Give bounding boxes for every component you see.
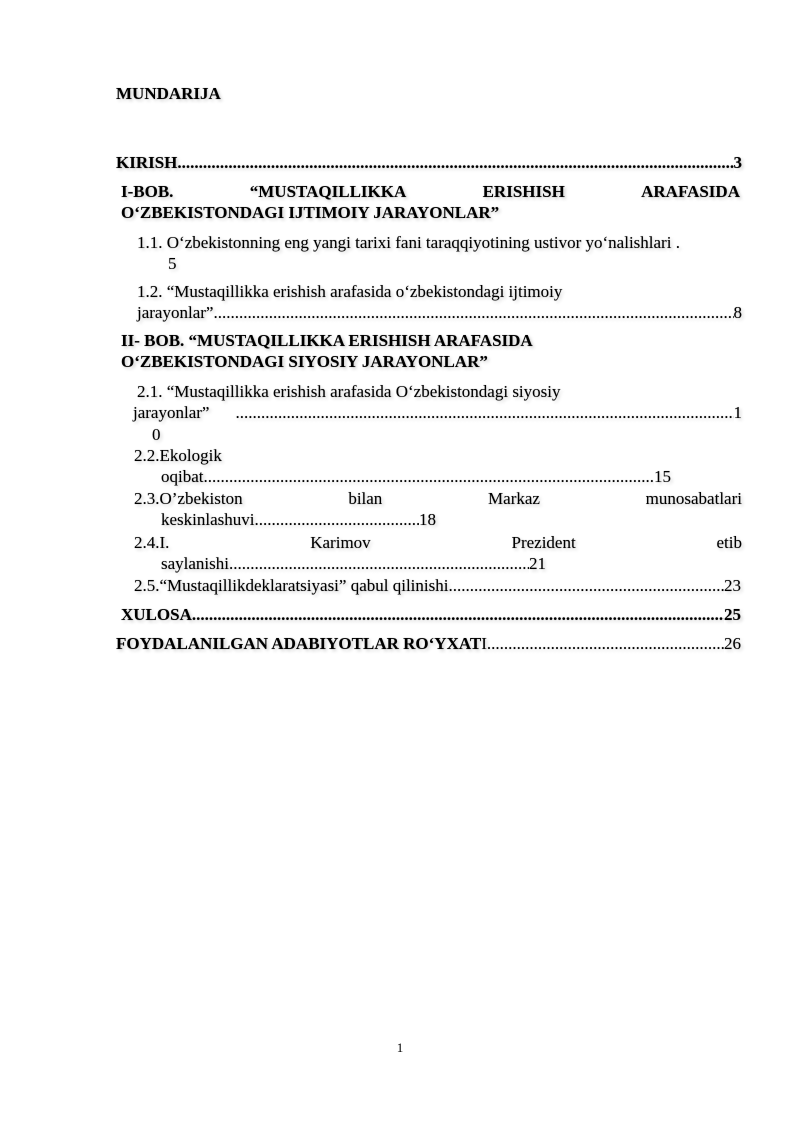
toc-chapter-1-line2: O‘ZBEKISTONDAGI IJTIMOIY JARAYONLAR” <box>121 203 500 222</box>
toc-section-1-2: 1.2. “Mustaqillikka erishish arafasida o‘zbekistondagi ijtimoiy <box>137 282 563 301</box>
toc-entry-page: 23 <box>724 576 741 595</box>
toc-entry-kirish <box>116 153 742 173</box>
toc-heading: MUNDARIJA <box>116 84 221 103</box>
toc-entry-label: 2.5.“Mustaqillikdeklaratsiyasi” qabul qilinishi <box>134 576 449 595</box>
toc-entry-label: jarayonlar” <box>133 403 210 422</box>
dot-leader <box>255 510 420 530</box>
dot-leader <box>448 576 724 596</box>
toc-section-2-4 <box>134 533 742 553</box>
chapter-word: ERISHISH <box>482 182 565 201</box>
toc-section-2-3 <box>134 489 742 509</box>
toc-entry-page: 25 <box>724 605 741 624</box>
toc-chapter-2-line1: II- BOB. “MUSTAQILLIKKA ERISHISH ARAFASIDA <box>121 331 533 350</box>
chapter-word: “MUSTAQILLIKKA <box>249 182 407 201</box>
toc-section-2-1-line2 <box>133 403 742 423</box>
toc-entry-label-tail: I <box>481 634 487 653</box>
toc-entry-bibliography <box>116 634 741 654</box>
toc-section-1-2-line2 <box>137 303 742 323</box>
toc-entry-xulosa <box>121 605 741 625</box>
page-number: 1 <box>396 1040 404 1055</box>
dot-leader <box>192 605 724 625</box>
toc-section-2-4-line2 <box>161 554 546 574</box>
chapter-word: ARAFASIDA <box>641 182 740 201</box>
toc-entry-label: jarayonlar” <box>137 303 214 322</box>
toc-section-1-1-page: 5 <box>168 254 177 273</box>
toc-entry-page: 21 <box>529 554 546 573</box>
toc-entry-page: 8 <box>733 303 742 322</box>
toc-entry-label: saylanishi <box>161 554 229 573</box>
toc-word: munosabatlari <box>645 489 742 508</box>
dot-leader <box>204 467 655 487</box>
toc-entry-page: 1 <box>733 403 742 422</box>
toc-section-2-2-line2 <box>161 467 671 487</box>
toc-entry-label: FOYDALANILGAN ADABIYOTLAR RO‘YXAT <box>116 634 482 653</box>
toc-entry-label: XULOSA <box>121 605 192 624</box>
dot-leader <box>177 153 733 173</box>
toc-section-1-1: 1.1. O‘zbekistonning eng yangi tarixi fani taraqqiyotining ustivor yo‘nalishlari . <box>137 233 680 252</box>
toc-entry-page: 3 <box>733 153 742 172</box>
toc-section-2-5 <box>134 576 741 596</box>
toc-section-2-3-line2 <box>161 510 436 530</box>
toc-word: etib <box>716 533 742 552</box>
dot-leader <box>229 554 529 574</box>
chapter-label: I-BOB. <box>121 182 174 201</box>
toc-chapter-1-line1 <box>121 182 740 202</box>
toc-entry-page: 26 <box>724 634 741 653</box>
toc-entry-label: keskinlashuvi <box>161 510 255 529</box>
toc-word: Markaz <box>488 489 540 508</box>
toc-word: Prezident <box>511 533 576 552</box>
toc-word: 2.3.O’zbekiston <box>134 489 243 508</box>
toc-section-2-2: 2.2.Ekologik <box>134 446 222 465</box>
toc-section-2-1: 2.1. “Mustaqillikka erishish arafasida O‘zbekistondagi siyosiy <box>137 382 561 401</box>
toc-entry-label: oqibat <box>161 467 204 486</box>
toc-entry-page: 18 <box>419 510 436 529</box>
toc-word: 2.4.I. <box>134 533 170 552</box>
toc-word: Karimov <box>310 533 371 552</box>
toc-word: bilan <box>348 489 383 508</box>
toc-entry-page: 15 <box>654 467 671 486</box>
toc-section-2-1-page-wrap: 0 <box>152 425 161 444</box>
toc-chapter-2-line2: O‘ZBEKISTONDAGI SIYOSIY JARAYONLAR” <box>121 352 488 371</box>
dot-leader <box>487 634 724 654</box>
dot-leader <box>213 303 733 323</box>
dot-leader <box>235 403 733 423</box>
toc-entry-label: KIRISH <box>116 153 178 172</box>
